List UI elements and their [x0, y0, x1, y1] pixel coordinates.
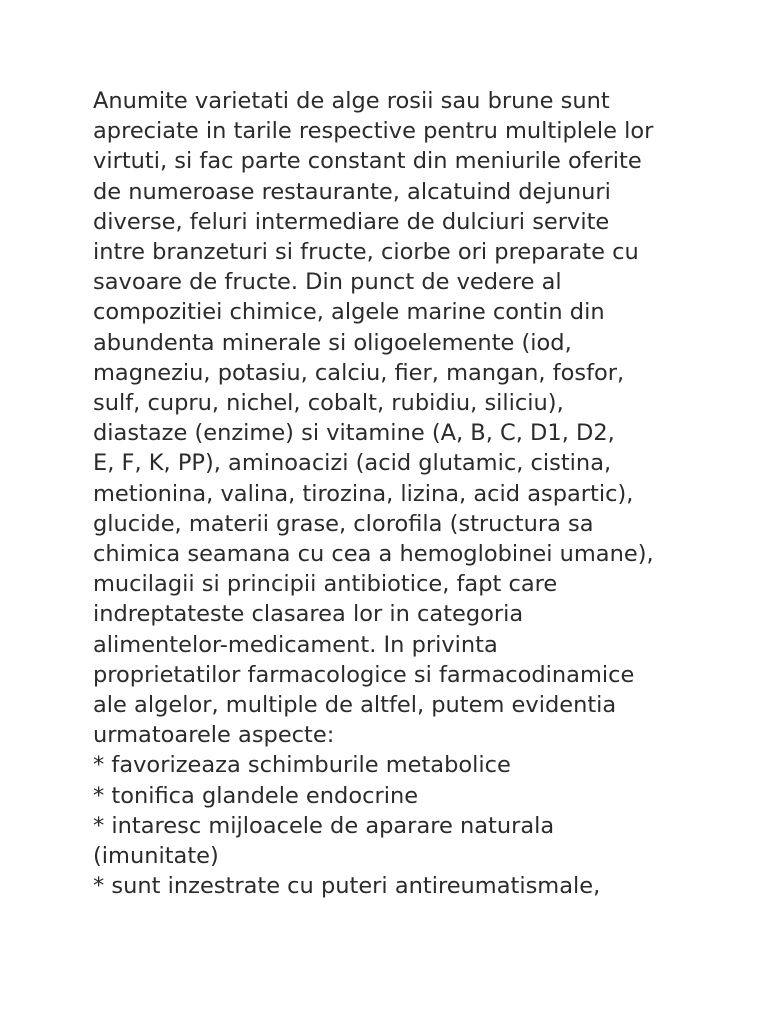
text-line: chimica seamana cu cea a hemoglobinei umane), — [93, 541, 654, 568]
list-item: * sunt inzestrate cu puteri antireumatismale, — [93, 873, 601, 900]
text-line: abundenta minerale si oligoelemente (iod, — [93, 329, 572, 356]
text-line: intre branzeturi si fructe, ciorbe ori preparate cu — [93, 239, 639, 266]
text-line: Anumite varietati de alge rosii sau brune sunt — [93, 88, 610, 114]
list-item: * tonifica glandele endocrine — [93, 782, 419, 809]
list-item-continuation: (imunitate) — [93, 843, 219, 870]
text-line: indreptateste clasarea lor in categoria — [93, 601, 524, 628]
text-line: de numeroase restaurante, alcatuind dejunuri — [93, 178, 611, 205]
text-line: alimentelor-medicament. In privinta — [93, 631, 498, 658]
text-line: diastaze (enzime) si vitamine (A, B, C, D1, D2, — [93, 420, 615, 447]
text-line: glucide, materii grase, clorofila (structura sa — [93, 510, 594, 537]
text-line: mucilagii si principii antibiotice, fapt care — [93, 571, 558, 598]
text-line: compozitiei chimice, algele marine contin din — [93, 299, 605, 326]
text-line: proprietatilor farmacologice si farmacodinamice — [93, 661, 635, 688]
text-line: sulf, cupru, nichel, cobalt, rubidiu, siliciu), — [93, 390, 564, 417]
text-line: E, F, K, PP), aminoacizi (acid glutamic, cistina, — [93, 450, 612, 477]
body-text — [93, 86, 713, 901]
text-line: magneziu, potasiu, calciu, fier, mangan, fosfor, — [93, 359, 625, 386]
text-line: metionina, valina, tirozina, lizina, acid aspartic), — [93, 480, 634, 507]
text-line: virtuti, si fac parte constant din meniurile oferite — [93, 148, 642, 175]
list-item: * favorizeaza schimburile metabolice — [93, 752, 511, 779]
text-line: apreciate in tarile respective pentru multiplele lor — [93, 118, 654, 145]
text-line: ale algelor, multiple de altfel, putem evidentia — [93, 692, 617, 719]
text-line: diverse, feluri intermediare de dulciuri servite — [93, 208, 610, 235]
text-line: savoare de fructe. Din punct de vedere al — [93, 269, 562, 296]
list-item: * intaresc mijloacele de aparare naturala — [93, 812, 555, 839]
text-line: urmatoarele aspecte: — [93, 722, 335, 749]
